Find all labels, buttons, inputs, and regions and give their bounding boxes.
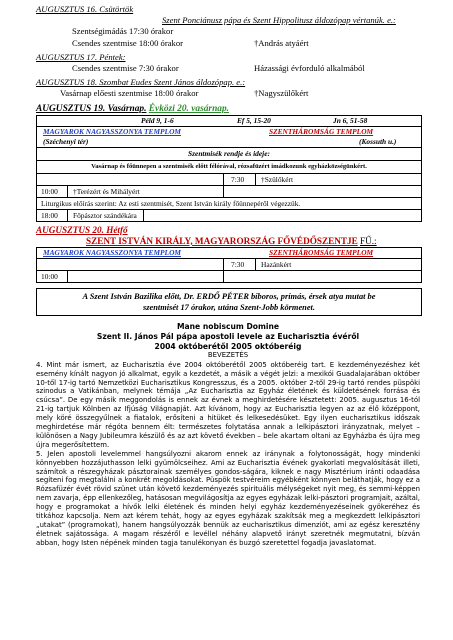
mass-time-aug16: Csendes szentmise 18:00 órakor <box>72 37 183 48</box>
mass-row-c-intention: Főpásztor szándékára <box>73 210 137 220</box>
church-right-address: (Kossuth u.) <box>359 136 397 146</box>
day-heading-aug19 <box>36 103 416 115</box>
reading-gospel: Jn 6, 51-58 <box>333 115 368 125</box>
reading-second: Ef 5, 15-20 <box>237 115 271 125</box>
intention-aug17: Házassági évforduló alkalmából <box>254 63 365 74</box>
basilica-notice-line1: A Szent István Bazilika előtt, Dr. ERDŐ PÉTER bíboros, prímás, érsek atya mutat be <box>82 292 376 302</box>
mass-time-aug18: Vasárnap előesti szentmise 18:00 órakor <box>60 88 199 99</box>
sunday-name-aug19: Évközi 20. vasárnap. <box>148 103 230 114</box>
letter-heading <box>36 322 420 360</box>
day-heading-aug20: AUGUSZTUS 20. Hétfő <box>36 224 128 235</box>
rosary-notice: Vasárnap és főünnepen a szentmisék előtt félórával, rózsafüzért imádkozunk egyházközségünkért. <box>37 160 421 173</box>
letter-paragraph-5: 5. Jelen apostoli levelemmel hangsúlyozni akarom ennek az iránynak a folytonosságát, hogy mindenki könnyebben hozzájuthasson lelki gyümölcseihez. Ami az Eucharisztia évének gyakorlati megvalósítását illeti, számítok a részegyházak pásztorainak személyes gondos-ságára, kiknek e nagy Misztérium iránti odaadása segíteni fog megtalálni a konkrét megoldásokat. Püspök testvéreim egyébként könnyen beláthatják, hogy ez a Rózsafüzér évét rövid szünet után követő kezdeményezés spirituális mélységeket nyit meg, és semmi-képpen nem zavarja, épp ellenkezőleg, hatásosan megvilágosítja az egyes egyházak lelki-pásztori programjait, azáltal, hogy e programokat a hívők lelki életének és minden helyi egyház kezdeményezéseinek gyökeréhez és titkához kapcsolja. Nem azt kérem tehát, hogy az egyes egyházak szakítsák meg a megkezdett lelkipásztori „utakat” (programokat), hanem hangsúlyozzák bennük az eucharisztikus dimenziót, ami az egész keresztény életnek sajátossága. A magam részéről e levéllel néhány alapvető irányt szeretnék megmutatni, bízván abban, hogy Isten népének minden tagja tanulékonyan és buzgó szeretettel fogadja javaslatomat. <box>36 449 420 547</box>
aug20-mass-b-time: 10:00 <box>41 272 58 282</box>
letter-body <box>36 361 420 548</box>
letter-section: BEVEZETÉS <box>207 351 249 360</box>
mass-row-b-time: 10:00 <box>41 186 58 196</box>
mass-row-a-intention: †Szülőkért <box>261 174 294 184</box>
schedule-aug17-mass <box>36 63 416 74</box>
feast-aug20-row <box>36 236 416 248</box>
aug19-schedule-table <box>36 115 422 222</box>
aug20-schedule-table <box>36 247 422 283</box>
reading-first: Péld 9, 1-6 <box>141 115 174 125</box>
aug20-church-left: MAGYAROK NAGYASSZONYA TEMPLOM <box>43 248 181 258</box>
church-left-address: (Széchenyi tér) <box>43 136 89 146</box>
feast-aug20-suffix: FŰ.: <box>360 235 377 246</box>
aug20-mass-row-b <box>37 270 421 282</box>
aug20-mass-row-a <box>37 258 421 270</box>
readings-row <box>37 116 421 126</box>
aug20-mass-a-intention: Hazánkért <box>261 260 292 270</box>
mass-row-b <box>37 185 421 197</box>
letter-subtitle: Szent II. János Pál pápa apostoli levele az Eucharisztia évéről <box>96 331 360 341</box>
intention-aug16: †András atyáért <box>254 37 309 48</box>
mass-order-title: Szentmisék rendje és ideje: <box>37 147 421 160</box>
day-aug19: AUGUSZTUS 19. Vasárnap. <box>36 103 147 114</box>
schedule-aug16-mass <box>36 38 416 49</box>
letter-paragraph-4: 4. Mint már ismert, az Eucharisztia éve 2004 októberétől 2005 októberéig tart. E kezdeményezéshez két esemény kínált nagyon jó alkalmat, egyik a kezdetét, a másik a végét jelzi: a mexikói Guadalajarában október 10-től 17-ig tartó Nemzetközi Eucharisztikus Kongresszus, és a 2005. október 2-től 29-ig tartó rendes püspöki szinodus a Vatikánban, melynek témája „Az Eucharisztia az Egyház életének és küldetésének forrása és csúcsa”. De egy másik meggondolás is ennek az évnek a meghirdetésére késztetett: 2005. augusztus 16-tól 21-ig tartjuk Kölnben az Ifjúság Világnapját. Azt kívánom, hogy az Eucharisztia legyen az az élő középpont, mely köré összegyűlnek a fiatalok, erősíteni a hitüket és lelkesedésüket. Egy ilyen eucharisztikus időszak meghirdetése már régóta bennem élt: természetes folytatása annak a lelkipásztori irányzatnak, melyet – különösen a Nagy Jubileumra készülő és az azt követő években – bele akartam oltani az Egyházba és újra meg újra megerősítettem. <box>36 360 420 449</box>
day-heading-aug16: AUGUSZTUS 16. Csütörtök <box>36 4 134 14</box>
church-left-name: MAGYAROK NAGYASSZONYA TEMPLOM <box>43 126 181 136</box>
church-address-row <box>37 137 421 147</box>
feast-aug20: SZENT ISTVÁN KIRÁLY, MAGYARORSZÁG FŐVÉDŐSZENTJE <box>86 235 358 246</box>
mass-row-b-intention: †Terézért és Mihályért <box>73 186 140 196</box>
bulletin-page <box>36 4 420 548</box>
aug20-church-right: SZENTHÁROMSÁG TEMPLOM <box>269 248 374 258</box>
mass-row-c-time: 18:00 <box>41 210 58 220</box>
mass-time-aug17: Csendes szentmise 7:30 órakor <box>72 63 179 74</box>
letter-period: 2004 októberétől 2005 októberéig <box>154 341 302 351</box>
mass-row-a-time: 7:30 <box>231 174 245 184</box>
letter-title: Mane nobiscum Domine <box>176 322 280 332</box>
mass-row-c <box>37 209 421 221</box>
intention-aug18: †Nagyszülőkért <box>254 88 309 99</box>
church-right-name: SZENTHÁROMSÁG TEMPLOM <box>269 126 374 136</box>
aug20-church-names <box>37 248 421 258</box>
day-heading-aug17: AUGUSZTUS 17. Péntek: <box>36 51 126 62</box>
feast-aug16: Szent Ponciánusz pápa és Szent Hippolitusz áldozópap vértanúk. e.: <box>162 15 396 26</box>
church-names-row <box>37 126 421 137</box>
schedule-aug16-adoration: Szentségimádás 17:30 órakor <box>72 26 174 37</box>
schedule-aug18-mass <box>36 88 416 99</box>
day-heading-aug18: AUGUSZTUS 18. Szombat Eudes Szent János áldozópap. e.: <box>36 77 246 88</box>
basilica-notice-line2: szentmisét 17 órakor, utána Szent-Jobb körmenet. <box>143 303 315 313</box>
liturgy-note: Liturgikus előírás szerint: Az esti szentmisét, Szent István király főünnepéről végezzük. <box>37 197 421 209</box>
basilica-notice-box <box>36 288 422 316</box>
mass-row-a <box>37 173 421 185</box>
aug20-mass-a-time: 7:30 <box>231 260 245 270</box>
